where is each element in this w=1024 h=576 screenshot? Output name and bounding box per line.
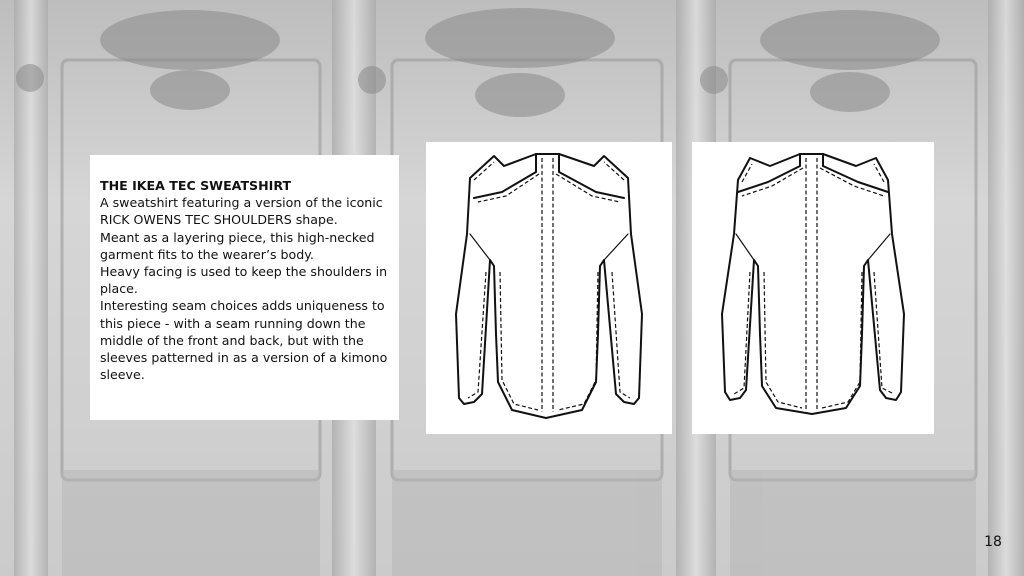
description-paragraph-1: A sweatshirt featuring a version of the iconic RICK OWENS TEC SHOULDERS shape.	[100, 195, 383, 228]
sweatshirt-front-flat-drawing	[426, 142, 672, 434]
sweatshirt-back-flat-drawing	[692, 142, 934, 434]
description-paragraph-4: Interesting seam choices adds uniqueness to this piece - with a seam running down the middle of the front and back, but with the sleeves patterned in as a version of a kimono sleeve.	[100, 298, 388, 383]
description-panel	[90, 155, 399, 420]
back-view-sketch	[692, 142, 934, 434]
front-view-sketch	[426, 142, 672, 434]
wall-lower-shadows	[62, 470, 976, 576]
page-number: 18	[984, 534, 1002, 550]
garment-title: THE IKEA TEC SWEATSHIRT	[100, 178, 292, 193]
description-paragraph-2: Meant as a layering piece, this high-necked garment fits to the wearer’s body.	[100, 229, 375, 262]
description-paragraph-3: Heavy facing is used to keep the shoulders in place.	[100, 264, 388, 297]
